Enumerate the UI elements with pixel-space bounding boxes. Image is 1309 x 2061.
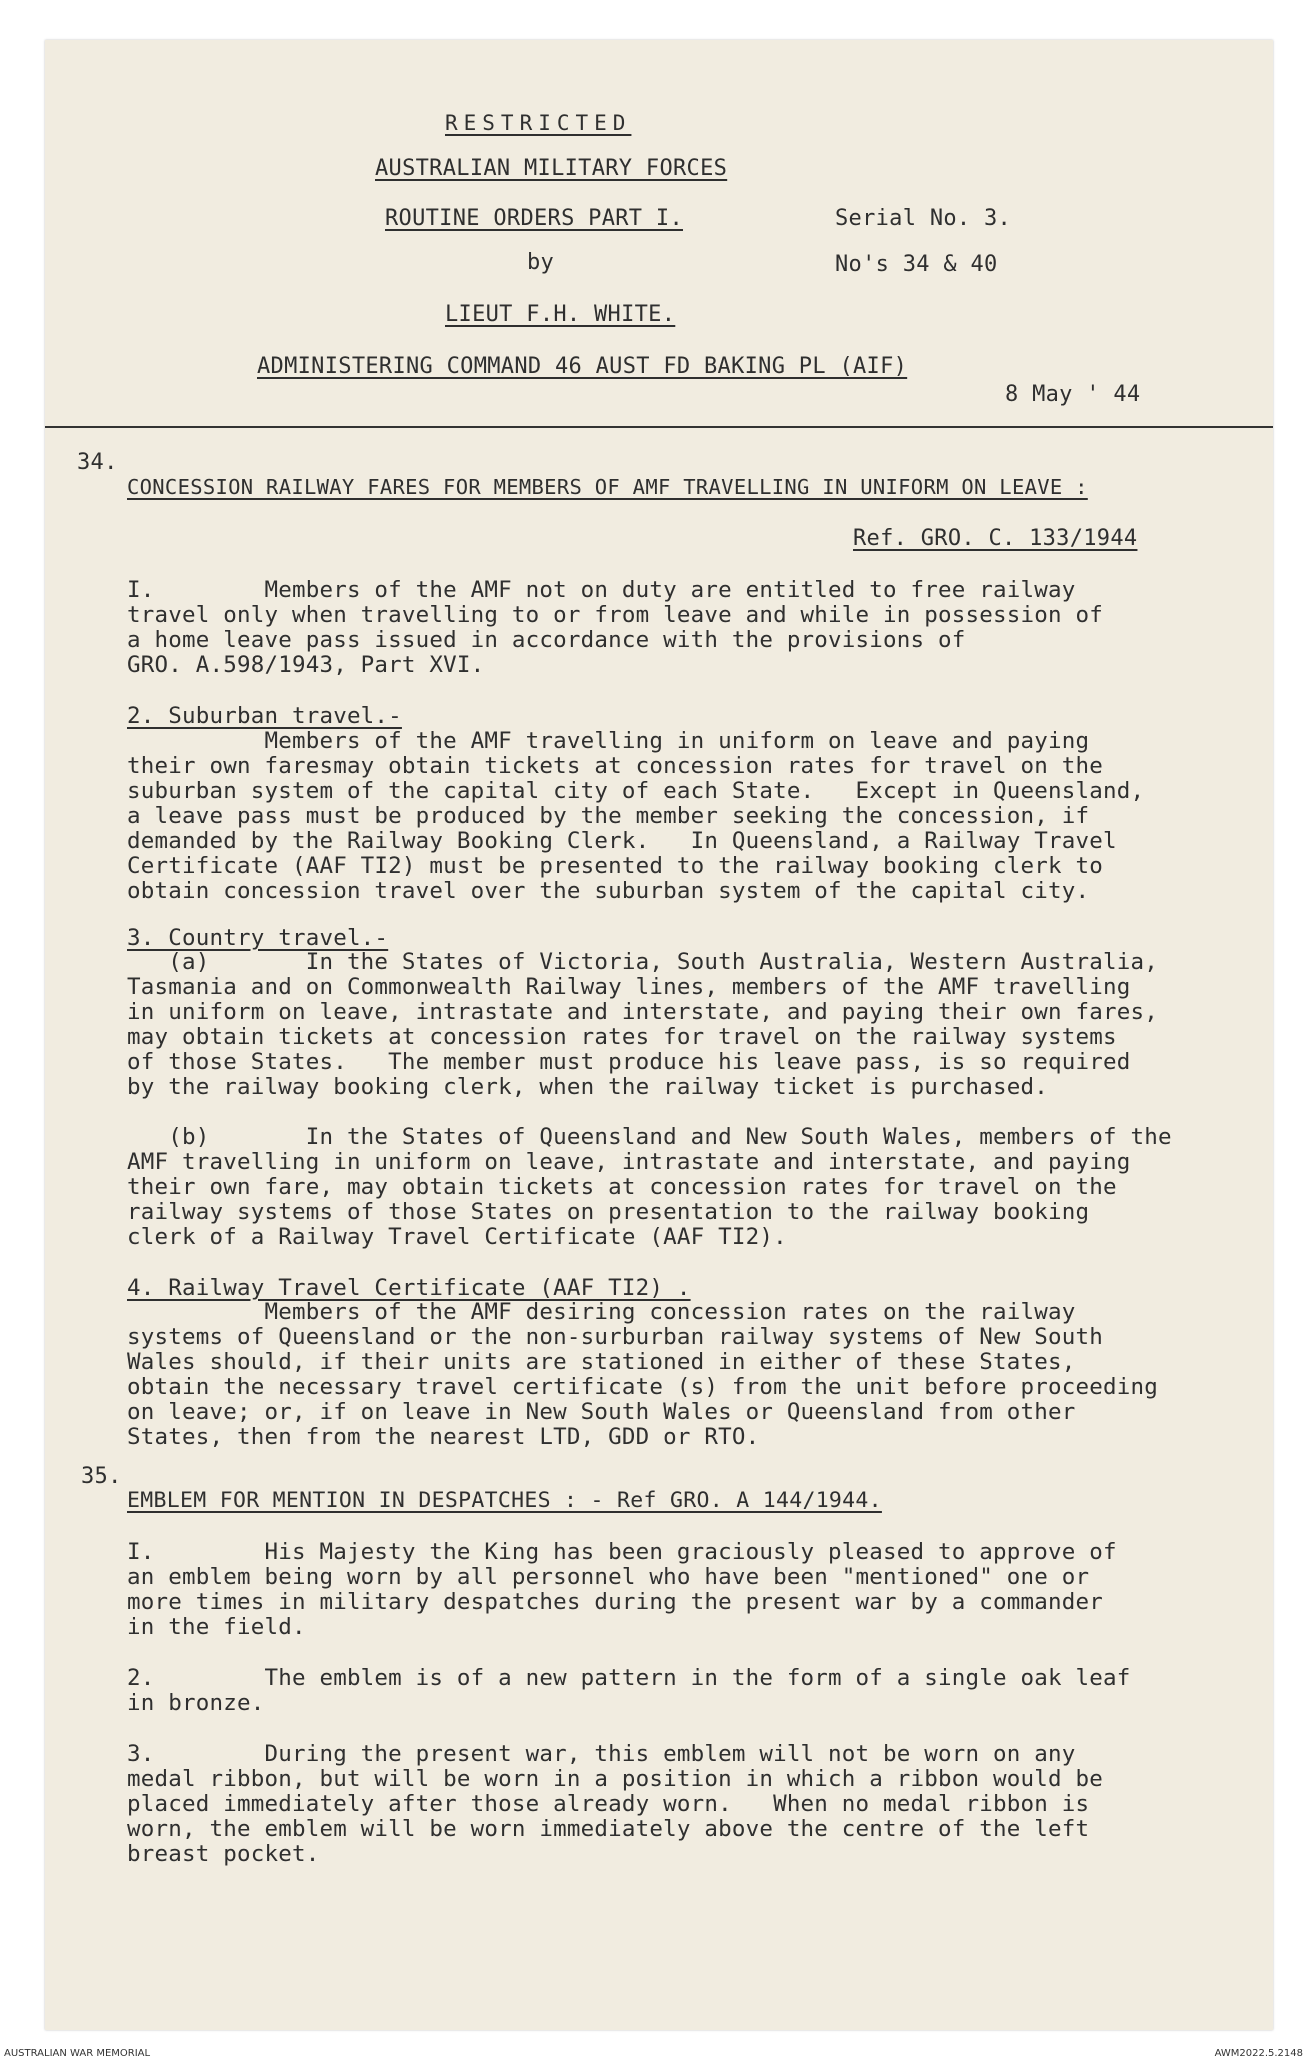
section-number-35: 35. [81,1464,122,1489]
serial-number: Serial No. 3. [835,206,1012,231]
footer-credit: AUSTRALIAN WAR MEMORIAL [4,2048,151,2059]
order-numbers: No's 34 & 40 [835,252,998,277]
section-number-34: 34. [77,450,118,475]
orders-heading: ROUTINE ORDERS PART I. [385,206,683,231]
section-title-34: CONCESSION RAILWAY FARES FOR MEMBERS OF AMF TRAVELLING IN UNIFORM ON LEAVE : [127,475,1088,499]
by-label: by [527,250,555,275]
classification-heading: RESTRICTED [445,111,632,135]
document-page: RESTRICTED AUSTRALIAN MILITARY FORCES ROUTINE ORDERS PART I. Serial No. 3. by No's 34 & 40 LIEUT F.H. WHITE. ADMINISTERING COMMAND 46 AUST FD BAKING PL (AIF) 8 May ' 44 34. CONCESSION RAILWAY FARES FOR MEMBERS OF AMF TRAVELLING IN UNIFORM ON LEAVE : Ref. GRO. C. 133/1944 I. Members of the AMF not on duty are entitled to free railway travel only when travelling to or from leave and while in possession of a home leave pass issued in accordance with the provisions of GRO. A.598/1943, Part XVI. 2. Suburban travel.- Members of the AMF travelling in uniform on leave and paying their own faresmay obtain tickets at concession rates for travel on the suburban system of the capital city of each State. Except in Queensland, a leave pass must be produced by the member seeking the concession, if demanded by the Railway Booking Clerk. In Queensland, a Railway Travel Certificate (AAF TI2) must be presented to the railway booking clerk to obtain concession travel over the suburban system of the capital city. 3. Country travel.- (a) In the States of Victoria, South Australia, Western Australia, Tasmania and on Commonwealth Railway lines, members of the AMF travelling in uniform on leave, intrastate and interstate, and paying their own fares, may obtain tickets at concession rates for travel on the railway systems of those States. The member must produce his leave pass, is so required by the railway booking clerk, when the railway ticket is purchased. (b) In the States of Queensland and New South Wales, members of the AMF travelling in uniform on leave, intrastate and interstate, and paying their own fare, may obtain tickets at concession rates for travel on the railway systems of those States on presentation to the railway booking clerk of a Railway Travel Certificate (AAF TI2). 4. Railway Travel Certificate (AAF TI2) . Members of the AMF desiring concession rates on the railway systems of Queensland or the non-surburban railway systems of New South Wales should, if their units are stationed in either of these States, obtain the necessary travel certificate (s) from the unit before proceeding on leave; or, if on leave in New South Wales or Queensland from other States, then from the nearest LTD, GDD or RTO. 35. EMBLEM FOR MENTION IN DESPATCHES : - Ref GRO. A 144/1944. I. His Majesty the King has been graciously pleased to approve of an emblem being worn by all personnel who have been "mentioned" one or more times in military despatches during the present war by a commander in the field. 2. The emblem is of a new pattern in the form of a single oak leaf in bronze. 3. During the present war, this emblem will not be worn on any medal ribbon, but will be worn in a position in which a ribbon would be placed immediately after those already worn. When no medal ribbon is worn, the emblem will be worn immediately above the centre of the left breast pocket. [45,40,1273,2030]
subheading-suburban-travel: 2. Suburban travel.- [127,703,402,729]
header-divider [45,426,1273,428]
command-line: ADMINISTERING COMMAND 46 AUST FD BAKING PL (AIF) [257,354,908,379]
force-heading: AUSTRALIAN MILITARY FORCES [375,156,728,181]
section-reference-34: Ref. GRO. C. 133/1944 [853,526,1138,551]
footer-accession-number: AWM2022.5.2148 [1214,2048,1303,2059]
subheading-country-travel: 3. Country travel.- [127,925,389,951]
subheading-railway-travel-certificate: 4. Railway Travel Certificate (AAF TI2) . [127,1275,691,1301]
order-date: 8 May ' 44 [1005,382,1141,407]
officer-name: LIEUT F.H. WHITE. [445,302,676,327]
section-title-35: EMBLEM FOR MENTION IN DESPATCHES : - Ref GRO. A 144/1944. [127,1488,882,1513]
